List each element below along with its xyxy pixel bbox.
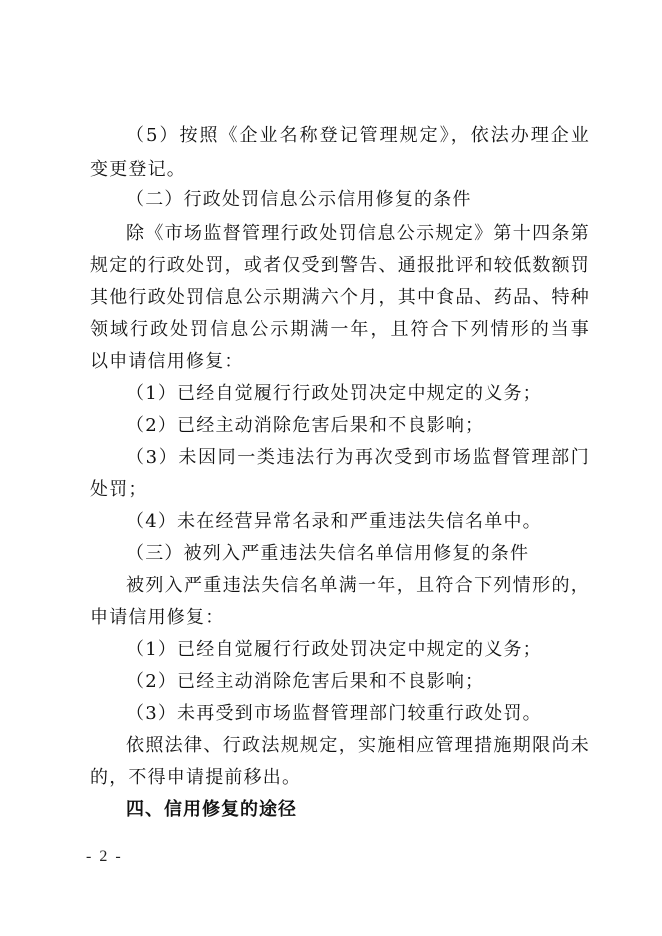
section-subheading: （二）行政处罚信息公示信用修复的条件 [126,189,472,210]
paragraph-line: 的，不得申请提前移出。 [90,767,302,788]
list-item: （1）已经自觉履行行政处罚决定中规定的义务； [126,383,542,404]
paragraph-line: 变更登记。 [90,159,186,180]
paragraph-line: 被列入严重违法失信名单满一年，且符合下列情形的， [126,575,590,596]
list-item: （1）已经自觉履行行政处罚决定中规定的义务； [126,639,542,660]
paragraph-line: 领域行政处罚信息公示期满一年，且符合下列情形的当事 [90,319,590,340]
paragraph-line: 规定的行政处罚，或者仅受到警告、通报批评和较低数额罚 [90,255,590,276]
paragraph-line: 申请信用修复： [90,607,225,628]
list-item: （2）已经主动消除危害后果和不良影响； [126,415,485,436]
paragraph-line: （5）按照《企业名称登记管理规定》，依法办理企业 [126,125,590,146]
paragraph-line: 依照法律、行政法规规定，实施相应管理措施期限尚未 [126,735,590,756]
section-heading: 四、信用修复的途径 [126,799,297,820]
list-item: （3）未因同一类违法行为再次受到市场监督管理部门 [126,447,590,468]
list-item: （4）未在经营异常名录和严重违法失信名单中。 [126,511,542,532]
paragraph-line: 其他行政处罚信息公示期满六个月，其中食品、药品、特种 [90,287,590,308]
list-item: （2）已经主动消除危害后果和不良影响； [126,671,485,692]
paragraph-line: 除《市场监督管理行政处罚信息公示规定》第十四条第 [126,223,590,244]
paragraph-line: 处罚； [90,479,148,500]
list-item: （3）未再受到市场监督管理部门较重行政处罚。 [126,703,542,724]
section-subheading: （三）被列入严重违法失信名单信用修复的条件 [126,543,530,564]
paragraph-line: 以申请信用修复： [90,351,244,372]
page-number: - 2 - [86,848,123,865]
